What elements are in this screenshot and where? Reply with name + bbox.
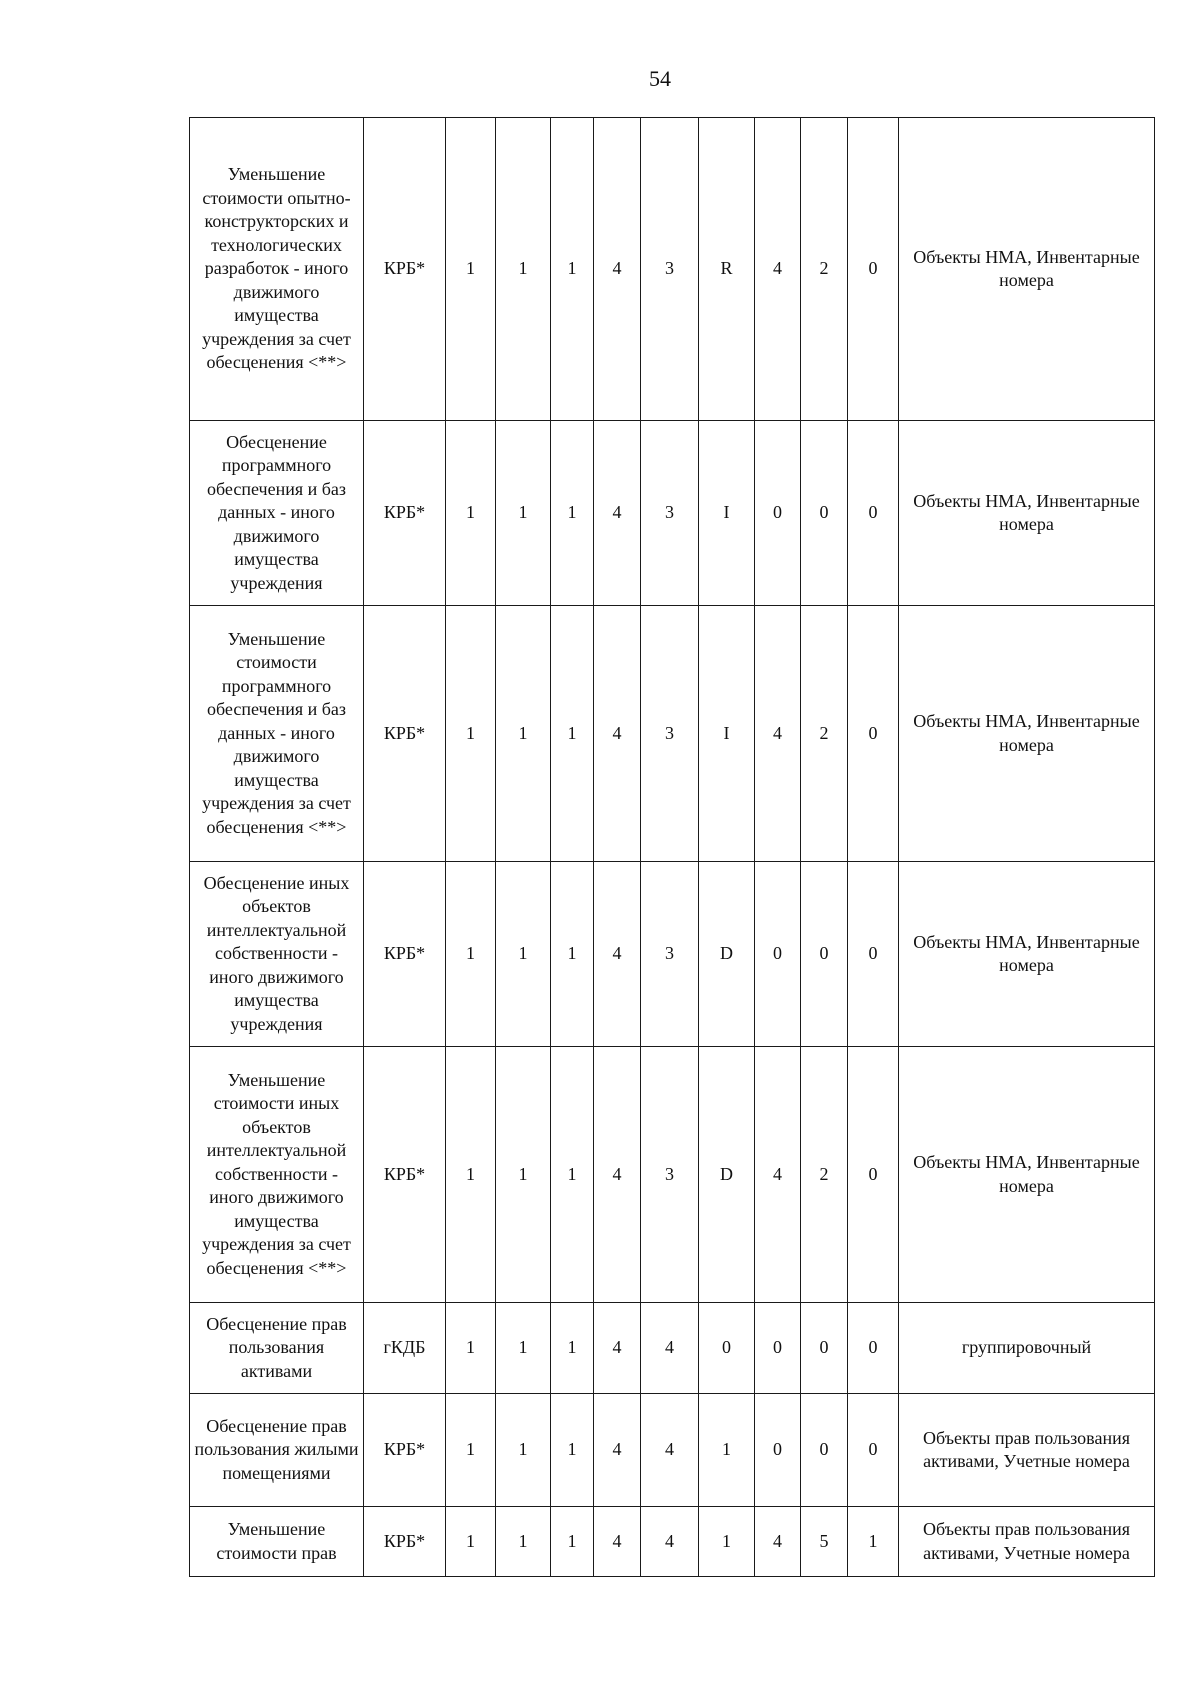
account-code-digit-cell: 1 <box>446 606 496 862</box>
account-code-digit-cell: 1 <box>551 1047 594 1303</box>
account-code-digit-cell: 4 <box>594 1047 641 1303</box>
account-code-digit-cell: 0 <box>801 1394 848 1507</box>
account-name-cell: Уменьшение стоимости иных объектов интеллектуальной собственности - иного движимого имущества учреждения за счет обесценения <**> <box>190 1047 364 1303</box>
account-name-cell: Обесценение иных объектов интеллектуальной собственности - иного движимого имущества учреждения <box>190 862 364 1047</box>
table-row <box>190 862 1155 1047</box>
account-code-digit-cell: 1 <box>551 1507 594 1577</box>
account-name-cell: Обесценение программного обеспечения и баз данных - иного движимого имущества учреждения <box>190 421 364 606</box>
account-code-digit-cell: 0 <box>755 421 801 606</box>
account-code-digit-cell: 1 <box>496 1507 551 1577</box>
account-code-digit-cell: 1 <box>446 1303 496 1394</box>
account-code-digit-cell: 1 <box>446 1047 496 1303</box>
account-code-digit-cell: 4 <box>594 1507 641 1577</box>
table-row <box>190 1047 1155 1303</box>
account-code-digit-cell: 2 <box>801 606 848 862</box>
account-code-digit-cell: 4 <box>594 1394 641 1507</box>
account-code-digit-cell: 1 <box>496 421 551 606</box>
account-code-digit-cell: 1 <box>848 1507 899 1577</box>
account-name-cell: Обесценение прав пользования активами <box>190 1303 364 1394</box>
account-type-cell: КРБ* <box>364 118 446 421</box>
account-code-digit-cell: 0 <box>801 862 848 1047</box>
account-code-digit-cell: 2 <box>801 118 848 421</box>
account-code-digit-cell: 3 <box>641 606 699 862</box>
account-code-digit-cell: 2 <box>801 1047 848 1303</box>
table-row <box>190 1303 1155 1394</box>
account-code-digit-cell: 3 <box>641 421 699 606</box>
analytics-cell: Объекты прав пользования активами, Учетные номера <box>899 1394 1155 1507</box>
account-code-digit-cell: D <box>699 862 755 1047</box>
account-type-cell: КРБ* <box>364 862 446 1047</box>
account-code-digit-cell: 0 <box>801 421 848 606</box>
account-code-digit-cell: 1 <box>551 118 594 421</box>
analytics-cell: Объекты НМА, Инвентарные номера <box>899 1047 1155 1303</box>
account-code-digit-cell: 1 <box>551 421 594 606</box>
account-code-digit-cell: 3 <box>641 862 699 1047</box>
account-name-cell: Уменьшение стоимости программного обеспечения и баз данных - иного движимого имущества учреждения за счет обесценения <**> <box>190 606 364 862</box>
account-code-digit-cell: 4 <box>594 118 641 421</box>
account-type-cell: КРБ* <box>364 1394 446 1507</box>
account-code-digit-cell: 3 <box>641 1047 699 1303</box>
account-code-digit-cell: 1 <box>446 1507 496 1577</box>
account-code-digit-cell: 4 <box>641 1394 699 1507</box>
account-code-digit-cell: 0 <box>848 1303 899 1394</box>
account-code-digit-cell: 1 <box>551 862 594 1047</box>
account-code-digit-cell: 0 <box>699 1303 755 1394</box>
account-code-digit-cell: 1 <box>446 421 496 606</box>
account-name-cell: Обесценение прав пользования жилыми помещениями <box>190 1394 364 1507</box>
account-code-digit-cell: 3 <box>641 118 699 421</box>
account-code-digit-cell: 0 <box>848 421 899 606</box>
analytics-cell: Объекты НМА, Инвентарные номера <box>899 118 1155 421</box>
account-code-digit-cell: I <box>699 421 755 606</box>
account-code-digit-cell: 1 <box>496 862 551 1047</box>
table-row <box>190 118 1155 421</box>
account-code-digit-cell: 4 <box>755 118 801 421</box>
account-code-digit-cell: 1 <box>496 118 551 421</box>
account-code-digit-cell: 4 <box>594 862 641 1047</box>
account-code-digit-cell: 1 <box>699 1394 755 1507</box>
account-type-cell: гКДБ <box>364 1303 446 1394</box>
account-code-digit-cell: 4 <box>594 1303 641 1394</box>
account-code-digit-cell: 0 <box>848 606 899 862</box>
account-code-digit-cell: 0 <box>848 1394 899 1507</box>
account-code-digit-cell: 0 <box>848 862 899 1047</box>
account-code-digit-cell: 1 <box>446 1394 496 1507</box>
account-code-digit-cell: 4 <box>641 1507 699 1577</box>
analytics-cell: группировочный <box>899 1303 1155 1394</box>
account-code-digit-cell: 4 <box>755 1047 801 1303</box>
account-code-digit-cell: I <box>699 606 755 862</box>
account-code-digit-cell: 1 <box>551 1303 594 1394</box>
account-code-digit-cell: 0 <box>755 1303 801 1394</box>
account-code-digit-cell: 1 <box>496 1394 551 1507</box>
account-code-digit-cell: 0 <box>755 862 801 1047</box>
table-row <box>190 606 1155 862</box>
account-code-digit-cell: 4 <box>594 606 641 862</box>
account-code-digit-cell: 1 <box>446 862 496 1047</box>
account-code-digit-cell: 1 <box>496 1047 551 1303</box>
account-name-cell: Уменьшение стоимости прав <box>190 1507 364 1577</box>
table-row <box>190 1394 1155 1507</box>
accounts-table <box>189 117 1155 1577</box>
analytics-cell: Объекты прав пользования активами, Учетные номера <box>899 1507 1155 1577</box>
account-code-digit-cell: R <box>699 118 755 421</box>
analytics-cell: Объекты НМА, Инвентарные номера <box>899 606 1155 862</box>
account-code-digit-cell: 1 <box>551 606 594 862</box>
account-code-digit-cell: 1 <box>699 1507 755 1577</box>
analytics-cell: Объекты НМА, Инвентарные номера <box>899 862 1155 1047</box>
account-code-digit-cell: 4 <box>755 606 801 862</box>
table-row <box>190 1507 1155 1577</box>
account-code-digit-cell: 4 <box>641 1303 699 1394</box>
account-code-digit-cell: 1 <box>446 118 496 421</box>
account-code-digit-cell: 1 <box>496 606 551 862</box>
account-type-cell: КРБ* <box>364 421 446 606</box>
account-type-cell: КРБ* <box>364 606 446 862</box>
account-code-digit-cell: D <box>699 1047 755 1303</box>
account-code-digit-cell: 4 <box>594 421 641 606</box>
account-name-cell: Уменьшение стоимости опытно-конструкторских и технологических разработок - иного движимого имущества учреждения за счет обесценения <**> <box>190 118 364 421</box>
page-number: 54 <box>649 66 671 91</box>
account-code-digit-cell: 0 <box>848 1047 899 1303</box>
analytics-cell: Объекты НМА, Инвентарные номера <box>899 421 1155 606</box>
account-code-digit-cell: 0 <box>801 1303 848 1394</box>
account-code-digit-cell: 5 <box>801 1507 848 1577</box>
account-code-digit-cell: 4 <box>755 1507 801 1577</box>
account-code-digit-cell: 0 <box>848 118 899 421</box>
account-code-digit-cell: 1 <box>496 1303 551 1394</box>
account-type-cell: КРБ* <box>364 1047 446 1303</box>
table-row <box>190 421 1155 606</box>
account-type-cell: КРБ* <box>364 1507 446 1577</box>
account-code-digit-cell: 1 <box>551 1394 594 1507</box>
account-code-digit-cell: 0 <box>755 1394 801 1507</box>
